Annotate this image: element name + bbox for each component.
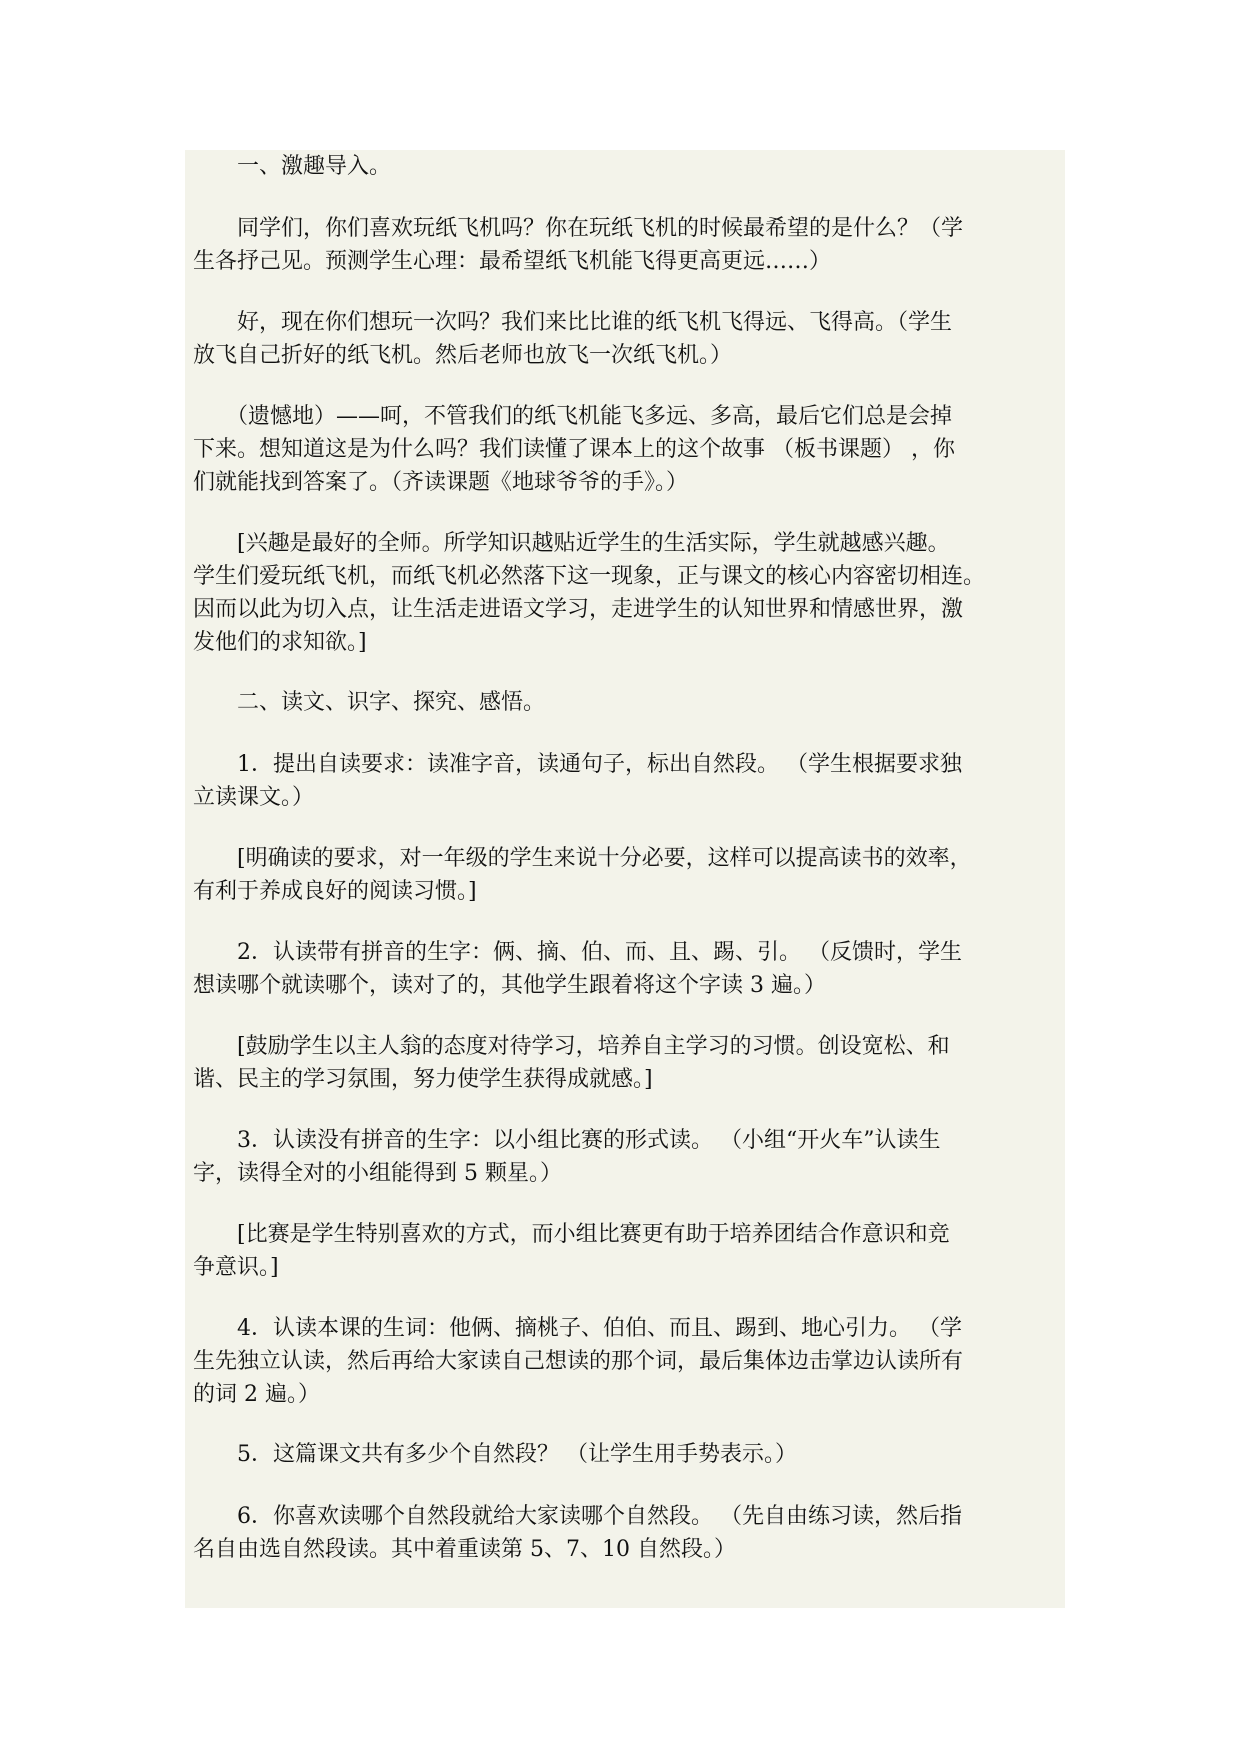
text-line: 谐、民主的学习氛围，努力使学生获得成就感。] (193, 1067, 653, 1092)
text-line: 放飞自己折好的纸飞机。然后老师也放飞一次纸飞机。） (193, 343, 733, 368)
paragraph (193, 212, 963, 278)
text-line: [鼓励学生以主人翁的态度对待学习，培养自主学习的习惯。创设宽松、和 (193, 1034, 950, 1059)
text-line: [明确读的要求，对一年级的学生来说十分必要，这样可以提高读书的效率， (193, 846, 972, 871)
text-line: 同学们，你们喜欢玩纸飞机吗？你在玩纸飞机的时候最希望的是什么？（学 (193, 216, 964, 241)
text-line: 们就能找到答案了。（齐读课题《地球爷爷的手》。） (193, 470, 689, 495)
paragraph (193, 400, 955, 499)
text-line: 生各抒己见。预测学生心理：最希望纸飞机能飞得更高更远……） (193, 249, 832, 274)
commentary-paragraph (193, 842, 972, 908)
text-line: 4．认读本课的生词：他俩、摘桃子、伯伯、而且、踢到、地心引力。 （学 (193, 1316, 962, 1341)
paragraph (193, 936, 962, 1002)
text-line: 想读哪个就读哪个，读对了的，其他学生跟着将这个字读 3 遍。） (193, 973, 826, 998)
text-line: 学生们爱玩纸飞机，而纸飞机必然落下这一现象，正与课文的核心内容密切相连。 (193, 564, 986, 589)
text-line: 发他们的求知欲。] (193, 630, 367, 655)
text-line: 争意识。] (193, 1255, 279, 1280)
text-line: （遗憾地）——呵，不管我们的纸飞机能飞多远、多高，最后它们总是会掉 (193, 404, 953, 429)
text-line: 二、读文、识字、探究、感悟。 (193, 690, 546, 715)
heading-reading (193, 686, 545, 719)
text-line: 下来。想知道这是为什么吗？我们读懂了课本上的这个故事 （板书课题） ，你 (193, 437, 955, 462)
commentary-paragraph (193, 527, 985, 659)
text-line: 好，现在你们想玩一次吗？我们来比比谁的纸飞机飞得远、飞得高。（学生 (193, 310, 953, 335)
text-line: [比赛是学生特别喜欢的方式，而小组比赛更有助于培养团结合作意识和竞 (193, 1222, 950, 1247)
text-line: [兴趣是最好的全师。所学知识越贴近学生的生活实际，学生就越感兴趣。 (193, 531, 950, 556)
paragraph (193, 306, 952, 372)
text-line: 名自由选自然段读。其中着重读第 5、7、10 自然段。） (193, 1537, 736, 1562)
paragraph (193, 1438, 797, 1471)
text-line: 6．你喜欢读哪个自然段就给大家读哪个自然段。 （先自由练习读，然后指 (193, 1504, 962, 1529)
heading-intro (193, 150, 391, 183)
paragraph (193, 1500, 962, 1566)
text-line: 字，读得全对的小组能得到 5 颗星。） (193, 1161, 562, 1186)
text-line: 一、激趣导入。 (193, 154, 392, 179)
text-line: 有利于养成良好的阅读习惯。] (193, 879, 477, 904)
text-line: 3．认读没有拼音的生字：以小组比赛的形式读。 （小组“开火车”认读生 (193, 1128, 941, 1153)
paragraph (193, 1124, 941, 1190)
text-line: 5．这篇课文共有多少个自然段？ （让学生用手势表示。） (193, 1442, 797, 1467)
text-line: 因而以此为切入点，让生活走进语文学习，走进学生的认知世界和情感世界，激 (193, 597, 964, 622)
text-line: 生先独立认读，然后再给大家读自己想读的那个词，最后集体边击掌边认读所有 (193, 1349, 964, 1374)
text-line: 2．认读带有拼音的生字：俩、摘、伯、而、且、踢、引。 （反馈时，学生 (193, 940, 962, 965)
paragraph (193, 1312, 963, 1411)
commentary-paragraph (193, 1030, 950, 1096)
commentary-paragraph (193, 1218, 950, 1284)
text-line: 的词 2 遍。） (193, 1382, 320, 1407)
text-line: 1．提出自读要求：读准字音，读通句子，标出自然段。 （学生根据要求独 (193, 752, 962, 777)
text-line: 立读课文。） (193, 785, 315, 810)
paragraph (193, 748, 962, 814)
